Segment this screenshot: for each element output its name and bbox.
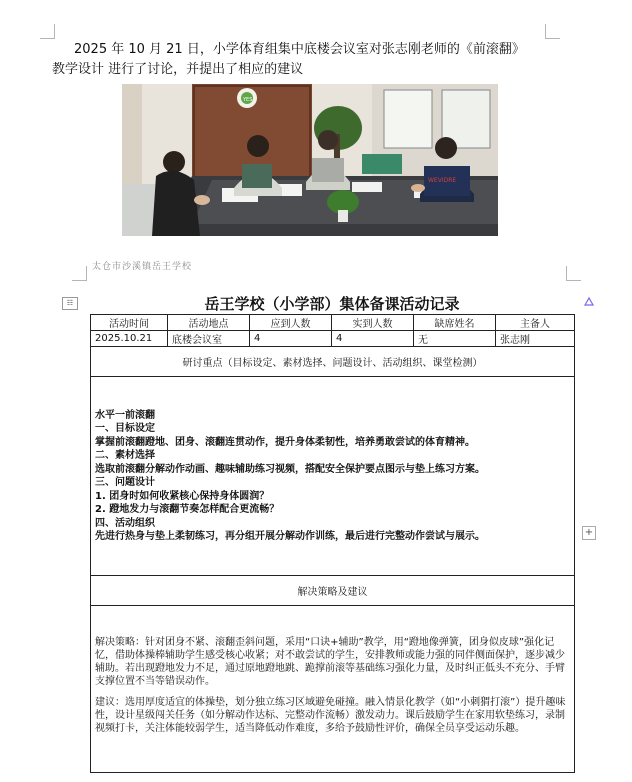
value-place[interactable]: 底楼会议室	[168, 331, 250, 347]
solution-row	[91, 606, 575, 773]
suggestion-paragraph: 建议：选用厚度适宜的体操垫，划分独立练习区域避免碰撞。融入情景化教学（如“小刺猬打滚”）提升趣味性，设计星级闯关任务（如分解动作达标、完整动作流畅）激发动力。课后鼓励学生在家用软垫练习，录制视频打卡，关注体能较弱学生，适当降低动作难度，多给予鼓励性评价，确保全员享受运动乐趣。	[95, 696, 566, 734]
meeting-photo-drawing	[122, 84, 498, 236]
solution-paragraph: 解决策略：针对团身不紧、滚翻歪斜问题，采用“口诀+辅助”教学，用“蹬地像弹簧，团身似皮球”强化记忆，借助体操棒辅助学生感受核心收紧；对不敢尝试的学生，安排教师或能力强的同伴侧面保护，逐步减少辅助。若出现蹬地发力不足，通过原地蹬地跳、跪撑前滚等基础练习强化力量，及时纠正低头不充分、手臂支撑位置不当等错误动作。	[95, 636, 565, 687]
shirt-text: WEVIDRE	[428, 177, 457, 184]
content-cell[interactable]	[91, 377, 575, 576]
intro-line-1: 2025 年 10 月 21 日，小学体育组集中底楼会议室对张志刚老师的《前滚翻》	[74, 42, 525, 57]
content-line: 2. 蹬地发力与滚翻节奏怎样配合更流畅？	[95, 504, 280, 515]
crop-mark-mid-left	[72, 266, 87, 281]
solution-cell[interactable]	[91, 606, 575, 773]
content-line: 三、问题设计	[95, 477, 155, 488]
intro-line-2: 教学设计 进行了讨论，并提出了相应的建议	[52, 62, 304, 77]
crop-mark-top-right	[545, 24, 560, 39]
margin-marker-icon	[584, 296, 594, 306]
header-attended: 实到人数	[332, 315, 414, 331]
header-absent: 缺席姓名	[414, 315, 496, 331]
content-line: 先进行热身与垫上柔韧练习，再分组开展分解动作训练，最后进行完整动作尝试与展示。	[95, 531, 485, 542]
content-line: 1. 团身时如何收紧核心保持身体圆润？	[95, 490, 270, 502]
meeting-photo	[122, 84, 498, 236]
content-line: 水平一前滚翻	[95, 409, 155, 421]
content-line: 掌握前滚翻蹬地、团身、滚翻连贯动作，提升身体柔韧性，培养勇敢尝试的体育精神。	[95, 436, 475, 448]
header-place: 活动地点	[168, 315, 250, 331]
content-line: 一、目标设定	[95, 423, 155, 434]
value-presenter[interactable]: 张志刚	[496, 331, 575, 347]
header-expected: 应到人数	[250, 315, 332, 331]
form-title: 岳王学校（小学部）集体备课活动记录	[204, 295, 460, 313]
school-name-watermark: 太仓市沙溪镇岳王学校	[92, 262, 193, 272]
content-row	[91, 377, 575, 576]
value-time[interactable]: 2025.10.21	[91, 331, 168, 347]
value-absent[interactable]: 无	[414, 331, 496, 347]
header-time: 活动时间	[91, 315, 168, 331]
table-move-handle[interactable]: ☷	[62, 297, 78, 310]
key-points-cell[interactable]: 研讨重点（目标设定、素材选择、问题设计、活动组织、课堂检测）	[91, 347, 575, 377]
crop-mark-mid-right	[566, 266, 581, 281]
header-row	[91, 315, 575, 331]
content-line: 四、活动组织	[95, 517, 155, 529]
crop-mark-top-left	[40, 24, 55, 39]
solution-header-row	[91, 576, 575, 606]
banner-text: YES	[243, 97, 253, 103]
content-line: 选取前滚翻分解动作动画、趣味辅助练习视频，搭配安全保护要点图示与垫上练习方案。	[95, 463, 485, 475]
activity-record-table	[90, 314, 575, 773]
value-expected[interactable]: 4	[250, 331, 332, 347]
header-presenter: 主备人	[496, 315, 575, 331]
add-row-button[interactable]: +	[582, 526, 596, 540]
value-attended[interactable]: 4	[332, 331, 414, 347]
content-line: 二、素材选择	[95, 450, 155, 461]
intro-paragraph	[52, 40, 572, 80]
key-points-row	[91, 347, 575, 377]
solution-header-cell[interactable]: 解决策略及建议	[91, 576, 575, 606]
value-row	[91, 331, 575, 347]
